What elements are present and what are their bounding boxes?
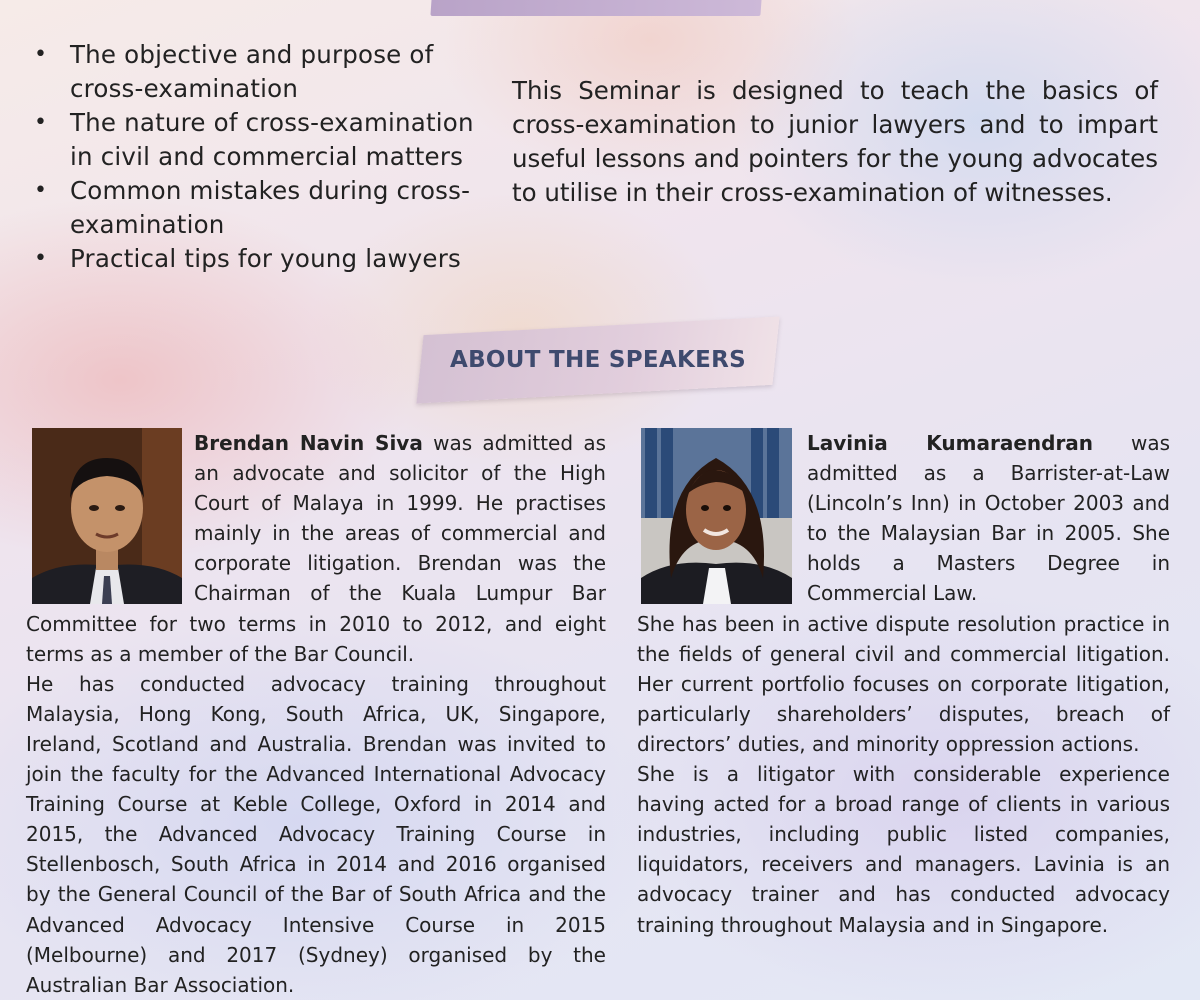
speaker-name: Brendan Navin Siva [194,431,423,455]
speaker-name: Lavinia Kumaraendran [807,431,1094,455]
speaker-bio-more: She is a litigator with considerable experience having acted for a broad range of clients in various industries, including public listed companies, liquidators, receivers and managers. Lavinia is an advocacy trainer and has conducted advocacy training throughout Malaysia and in Singapore. [637,762,1170,937]
speaker-bio-lead: was admitted as an advocate and solicitor of the High Court of Malaya in 1999. He practises mainly in the areas of commercial and corporate litigation. Brendan was the Chairman of the Kuala Lumpur Bar Committee for two terms in 2010 to 2012, and eight terms as a member of the Bar Council. [26,431,606,666]
speaker-lavinia [637,428,1170,940]
speaker-photo-lavinia [641,428,792,604]
top-section-banner [430,0,763,16]
topic-item: • Common mistakes during cross-examination [30,174,490,242]
speaker-photo-brendan [32,428,182,604]
topic-item: • The objective and purpose of cross-examination [30,38,490,106]
section-title: ABOUT THE SPEAKERS [449,347,747,373]
speaker-bio-more: He has conducted advocacy training throughout Malaysia, Hong Kong, South Africa, UK, Singapore, Ireland, Scotland and Australia. Brendan was invited to join the faculty for the Advanced International Advocacy Training Course at Keble College, Oxford in 2014 and 2015, the Advanced Advocacy Training Course in Stellenbosch, South Africa in 2014 and 2016 organised by the General Council of the Bar of South Africa and the Advanced Advocacy Intensive Course in 2015 (Melbourne) and 2017 (Sydney) organised by the Australian Bar Association. [26,671,606,997]
topic-item: • Practical tips for young lawyers [30,242,490,276]
topic-list [30,38,490,276]
seminar-intro: This Seminar is designed to teach the basics of cross-examination to junior lawyers and to impart useful lessons and pointers for the young advocates to utilise in their cross-examination of witnesses. [512,76,1158,207]
speakers-banner [420,326,776,394]
speaker-bio-lead: was admitted as a Barrister-at-Law (Lincoln’s Inn) in October 2003 and to the Malaysian Bar in 2005. She holds a Masters Degree in Commercial Law. [807,431,1170,606]
speaker-bio-more: She has been in active dispute resolution practice in the fields of general civil and commercial litigation. Her current portfolio focuses on corporate litigation, particularly shareholders’ disputes, breach of directors’ duties, and minority oppression actions. [637,611,1170,756]
speaker-brendan [26,428,606,1000]
topic-item: • The nature of cross-examination in civil and commercial matters [30,106,490,174]
